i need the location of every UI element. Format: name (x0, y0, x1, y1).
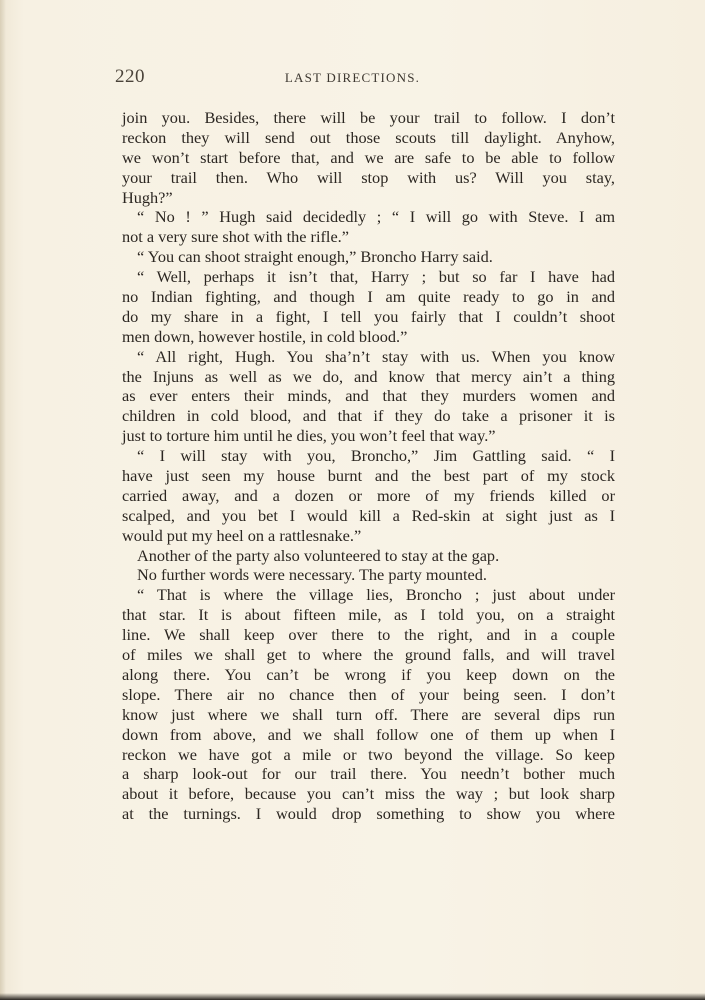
text-line: along there. You can’t be wrong if you keep down on the (122, 664, 615, 684)
running-head: LAST DIRECTIONS. (284, 70, 421, 85)
text-line: “ Well, perhaps it isn’t that, Harry ; but so far I have had (137, 267, 615, 287)
text-line: that star. It is about fifteen mile, as I told you, on a straight (122, 605, 615, 625)
text-line: not a very sure shot with the rifle.” (122, 227, 349, 247)
text-line: do my share in a fight, I tell you fairly that I couldn’t shoot (122, 306, 615, 326)
text-line: the Injuns as well as we do, and know that mercy ain’t a thing (122, 366, 615, 386)
text-line: children in cold blood, and that if they do take a prisoner it is (122, 406, 615, 426)
text-line: of miles we shall get to where the ground falls, and will travel (122, 645, 615, 665)
text-line: scalped, and you bet I would kill a Red-skin at sight just as I (122, 505, 615, 525)
text-line: just to torture him until he dies, you won’t feel that way.” (122, 426, 496, 446)
text-line: Hugh?” (122, 187, 173, 207)
text-line: down from above, and we shall follow one of them up when I (122, 724, 615, 744)
text-line: line. We shall keep over there to the right, and in a couple (122, 625, 615, 645)
text-line: as ever enters their minds, and that they murders women and (122, 386, 615, 406)
text-line: we won’t start before that, and we are safe to be able to follow (122, 147, 615, 167)
text-line: men down, however hostile, in cold blood.” (122, 326, 408, 346)
text-line: have just seen my house burnt and the best part of my stock (122, 466, 615, 486)
binding-edge (0, 0, 6, 1000)
text-line: would put my heel on a rattlesnake.” (122, 525, 362, 545)
text-line: know just where we shall turn off. There are several dips run (122, 704, 615, 724)
text-line: at the turnings. I would drop something to show you where (122, 804, 615, 824)
body-text (122, 108, 615, 824)
text-line: “ I will stay with you, Broncho,” Jim Gattling said. “ I (137, 446, 615, 466)
text-line: your trail then. Who will stop with us? Will you stay, (122, 167, 615, 187)
text-line: No further words were necessary. The party mounted. (137, 565, 487, 585)
text-line: no Indian fighting, and though I am quite ready to go in and (122, 287, 615, 307)
page-number: 220 (115, 66, 145, 87)
page-header (0, 66, 705, 90)
text-line: about it before, because you can’t miss the way ; but look sharp (122, 784, 615, 804)
text-line: reckon we have got a mile or two beyond the village. So keep (122, 744, 615, 764)
text-line: Another of the party also volunteered to stay at the gap. (137, 545, 500, 565)
text-line: “ All right, Hugh. You sha’n’t stay with us. When you know (137, 346, 615, 366)
text-line: carried away, and a dozen or more of my friends killed or (122, 485, 615, 505)
bottom-edge-shadow (0, 993, 705, 1000)
text-line: reckon they will send out those scouts till daylight. Anyhow, (122, 127, 615, 147)
text-line: a sharp look-out for our trail there. You needn’t bother much (122, 764, 615, 784)
text-line: “ You can shoot straight enough,” Broncho Harry said. (137, 247, 493, 267)
text-line: “ That is where the village lies, Broncho ; just about under (137, 585, 615, 605)
text-line: join you. Besides, there will be your trail to follow. I don’t (122, 108, 615, 127)
text-line: “ No ! ” Hugh said decidedly ; “ I will go with Steve. I am (137, 207, 615, 227)
text-line: slope. There air no chance then of your being seen. I don’t (122, 684, 615, 704)
